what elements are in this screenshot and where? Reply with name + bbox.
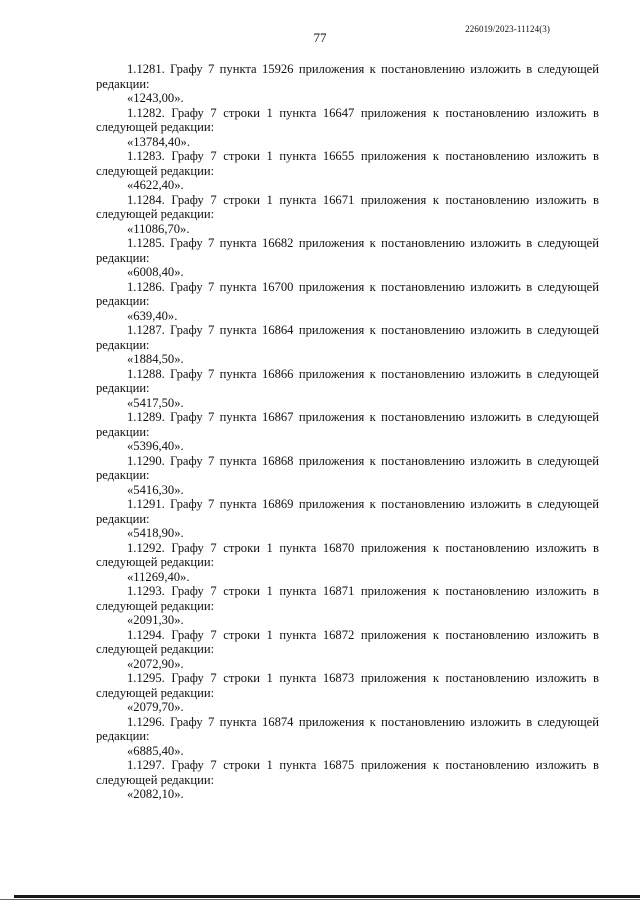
amendment-item (96, 62, 599, 106)
amendment-value: «4622,40». (127, 178, 184, 192)
amendment-text: 1.1281. Графу 7 пункта 15926 приложения к постановлению изложить в следующей редакции: (96, 62, 599, 91)
amendment-value: «5418,90». (127, 526, 184, 540)
amendment-item (96, 367, 599, 411)
page-bottom-border-shadow (0, 899, 640, 900)
amendment-text: 1.1289. Графу 7 пункта 16867 приложения к постановлению изложить в следующей редакции: (96, 410, 599, 439)
amendment-text: 1.1295. Графу 7 строки 1 пункта 16873 приложения к постановлению изложить в следующей редакции: (96, 671, 599, 700)
document-body (96, 62, 599, 802)
amendment-text: 1.1285. Графу 7 пункта 16682 приложения к постановлению изложить в следующей редакции: (96, 236, 599, 265)
amendment-text: 1.1287. Графу 7 пункта 16864 приложения к постановлению изложить в следующей редакции: (96, 323, 599, 352)
amendment-item (96, 193, 599, 237)
amendment-item (96, 671, 599, 715)
page-number: 77 (313, 30, 327, 45)
amendment-item (96, 280, 599, 324)
amendment-value: «1884,50». (127, 352, 184, 366)
amendment-value: «6885,40». (127, 743, 184, 758)
amendment-item (96, 149, 599, 193)
amendment-text: 1.1283. Графу 7 строки 1 пункта 16655 приложения к постановлению изложить в следующей редакции: (96, 149, 599, 178)
amendment-value: «2082,10». (127, 787, 184, 801)
amendment-value: «5416,30». (127, 482, 184, 497)
amendment-item (96, 758, 599, 802)
amendment-item (96, 410, 599, 454)
amendment-item (96, 541, 599, 585)
amendment-text: 1.1282. Графу 7 строки 1 пункта 16647 приложения к постановлению изложить в следующей редакции: (96, 105, 599, 134)
amendment-value: «6008,40». (127, 265, 184, 279)
amendment-text: 1.1288. Графу 7 пункта 16866 приложения к постановлению изложить в следующей редакции: (96, 366, 599, 395)
amendment-value: «2079,70». (127, 700, 184, 714)
amendment-value: «639,40». (127, 308, 178, 323)
amendment-text: 1.1291. Графу 7 пункта 16869 приложения к постановлению изложить в следующей редакции: (96, 497, 599, 526)
amendment-text: 1.1294. Графу 7 строки 1 пункта 16872 приложения к постановлению изложить в следующей редакции: (96, 627, 599, 656)
amendment-text: 1.1290. Графу 7 пункта 16868 приложения к постановлению изложить в следующей редакции: (96, 453, 599, 482)
amendment-text: 1.1293. Графу 7 строки 1 пункта 16871 приложения к постановлению изложить в следующей редакции: (96, 584, 599, 613)
amendment-value: «2072,90». (127, 656, 184, 671)
amendment-text: 1.1284. Графу 7 строки 1 пункта 16671 приложения к постановлению изложить в следующей редакции: (96, 192, 599, 221)
amendment-item (96, 584, 599, 628)
page-bottom-border (14, 895, 640, 898)
amendment-text: 1.1297. Графу 7 строки 1 пункта 16875 приложения к постановлению изложить в следующей редакции: (96, 758, 599, 787)
amendment-item (96, 454, 599, 498)
amendment-item (96, 106, 599, 150)
amendment-item (96, 323, 599, 367)
amendment-text: 1.1286. Графу 7 пункта 16700 приложения к постановлению изложить в следующей редакции: (96, 279, 599, 308)
amendment-value: «13784,40». (127, 134, 190, 149)
amendment-item (96, 236, 599, 280)
amendment-value: «5396,40». (127, 439, 184, 453)
amendment-value: «5417,50». (127, 395, 184, 410)
amendment-item (96, 497, 599, 541)
amendment-value: «11269,40». (127, 569, 190, 584)
amendment-value: «11086,70». (127, 221, 190, 236)
amendment-item (96, 715, 599, 759)
amendment-item (96, 628, 599, 672)
document-number: 226019/2023-11124(3) (465, 24, 550, 34)
amendment-text: 1.1292. Графу 7 строки 1 пункта 16870 приложения к постановлению изложить в следующей редакции: (96, 540, 599, 569)
amendment-value: «1243,00». (127, 91, 184, 105)
amendment-text: 1.1296. Графу 7 пункта 16874 приложения к постановлению изложить в следующей редакции: (96, 714, 599, 743)
amendment-value: «2091,30». (127, 613, 184, 627)
